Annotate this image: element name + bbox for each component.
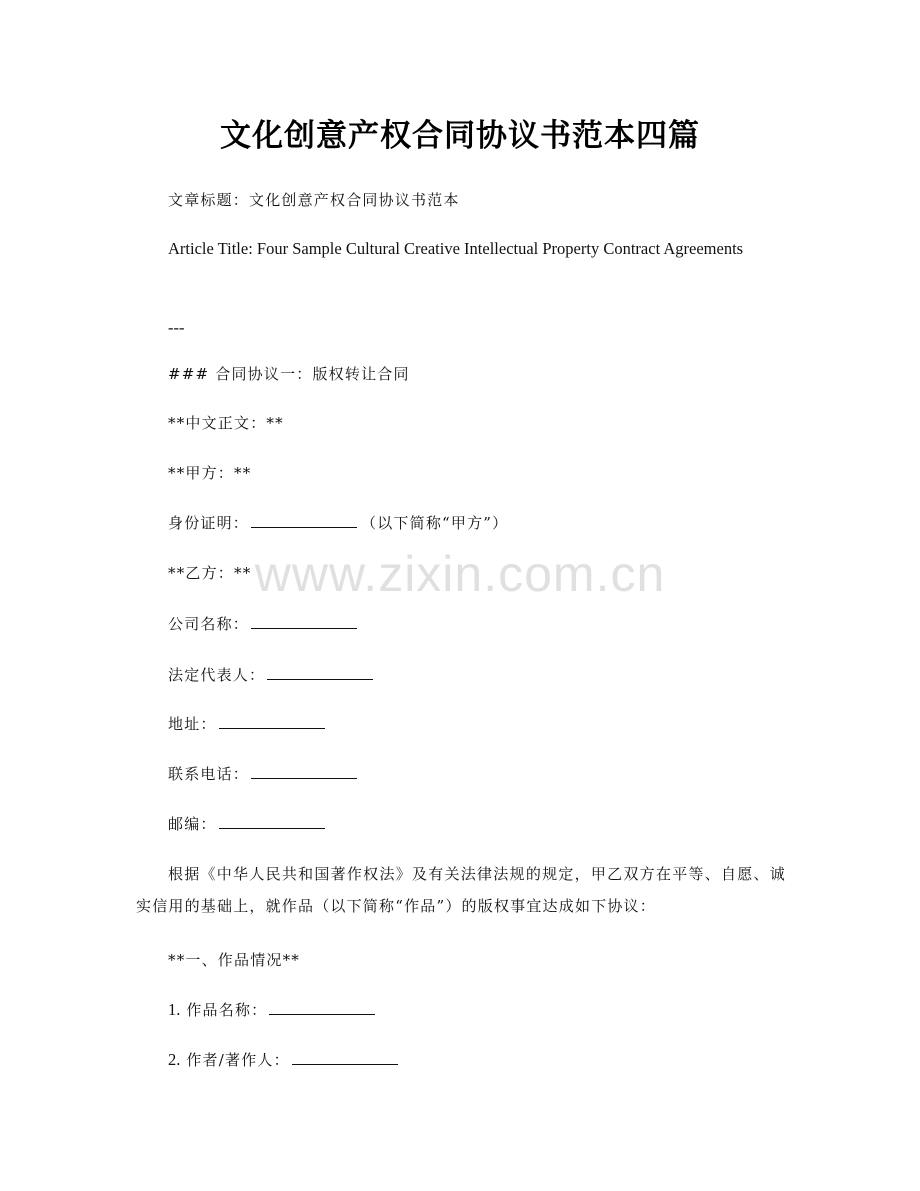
legal-rep-label: 法定代表人：: [168, 666, 266, 684]
item1-number: 1.: [168, 1000, 181, 1019]
company-label: 公司名称：: [168, 615, 250, 633]
item1-line: [168, 1000, 379, 1020]
legal-rep-line: [168, 665, 377, 685]
item2-line: [168, 1050, 402, 1070]
item2-number: 2.: [168, 1050, 181, 1069]
document-title: 文化创意产权合同协议书范本四篇: [220, 118, 700, 154]
article-title-en: Article Title: Four Sample Cultural Creative Intellectual Property Contract Agreements: [168, 239, 744, 258]
item1-label: 作品名称：: [186, 1001, 268, 1019]
party-a-label: **甲方：**: [168, 464, 252, 482]
id-blank: [251, 513, 357, 528]
item2-label: 作者/著作人：: [186, 1051, 290, 1069]
postcode-blank: [219, 814, 325, 829]
item2-blank: [292, 1050, 398, 1065]
address-label: 地址：: [168, 715, 217, 733]
watermark: www.zixin.com.cn: [254, 546, 666, 602]
id-label: 身份证明：: [168, 514, 250, 532]
address-blank: [219, 714, 325, 729]
article-title-cn: 文章标题：文化创意产权合同协议书范本: [168, 191, 460, 209]
item1-blank: [269, 1000, 375, 1015]
phone-label: 联系电话：: [168, 765, 250, 783]
section-heading: ### 合同协议一：版权转让合同: [168, 365, 410, 383]
postcode-label: 邮编：: [168, 815, 217, 833]
id-suffix: （以下简称“甲方”）: [361, 514, 509, 532]
company-line: [168, 614, 361, 634]
party-b-label: **乙方：**: [168, 564, 252, 582]
separator: ---: [168, 318, 185, 337]
id-line: [168, 513, 508, 533]
legal-rep-blank: [267, 665, 373, 680]
preamble-paragraph: 根据《中华人民共和国著作权法》及有关法律法规的规定，甲乙双方在平等、自愿、诚实信用的基础上，就作品（以下简称“作品”）的版权事宜达成如下协议：: [136, 865, 786, 915]
postcode-line: [168, 814, 329, 834]
address-line: [168, 714, 329, 734]
phone-blank: [251, 764, 357, 779]
clause1-heading: **一、作品情况**: [168, 951, 301, 969]
chinese-text-label: **中文正文：**: [168, 414, 284, 432]
company-blank: [251, 614, 357, 629]
phone-line: [168, 764, 361, 784]
